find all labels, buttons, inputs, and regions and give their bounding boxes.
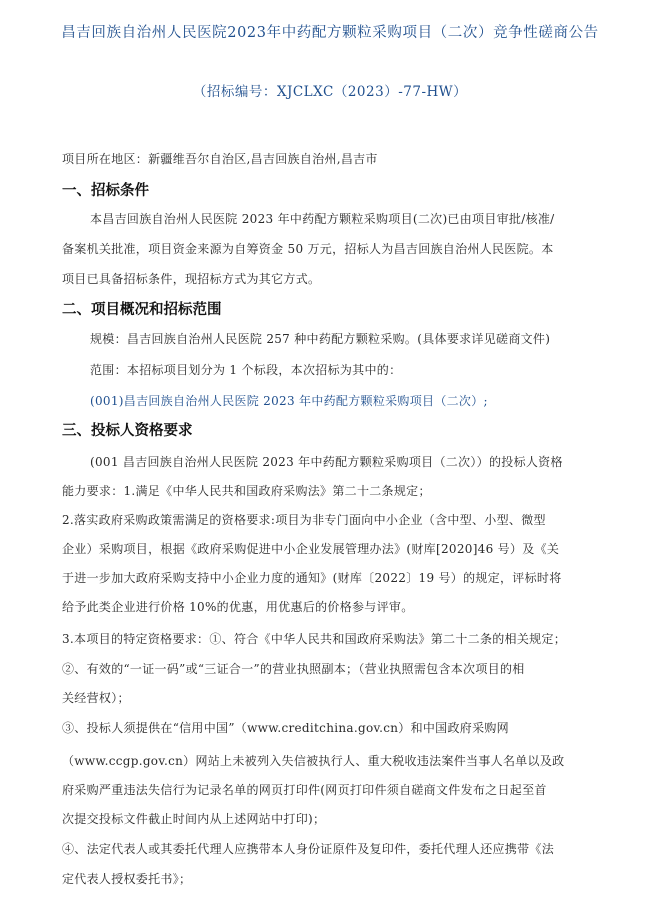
paragraph-line: ④、法定代表人或其委托代理人应携带本人身份证原件及复印件，委托代理人还应携带《法 xyxy=(62,842,555,856)
paragraph-line: 项目已具备招标条件，现招标方式为其它方式。 xyxy=(62,272,321,286)
project-lot: (001)昌吉回族自治州人民医院 2023 年中药配方颗粒采购项目（二次）; xyxy=(90,394,488,408)
paragraph-line: (001 昌吉回族自治州人民医院 2023 年中药配方颗粒采购项目（二次））的投标人资格 xyxy=(90,455,563,469)
tender-number: （招标编号：XJCLXC（2023）-77-HW） xyxy=(192,84,468,100)
project-scope: 范围：本招标项目划分为 1 个标段，本次招标为其中的： xyxy=(90,363,402,377)
paragraph-line: 2.落实政府采购政策需满足的资格要求:项目为非专门面向中小企业（含中型、小型、微型 xyxy=(62,513,546,527)
paragraph-line: 能力要求：1.满足《中华人民共和国政府采购法》第二十二条规定； xyxy=(62,484,431,498)
paragraph-line: 本昌吉回族自治州人民医院 2023 年中药配方颗粒采购项目(二次)已由项目审批/核准/ xyxy=(90,212,555,226)
project-location: 项目所在地区：新疆维吾尔自治区,昌吉回族自治州,昌吉市 xyxy=(62,152,378,166)
paragraph-line: 于进一步加大政府采购支持中小企业力度的通知》(财库〔2022〕19 号）的规定，评标时将 xyxy=(62,571,562,585)
paragraph-line: 关经营权）； xyxy=(62,691,130,705)
document-title: 昌吉回族自治州人民医院2023年中药配方颗粒采购项目（二次）竞争性磋商公告 xyxy=(61,25,599,41)
paragraph-line: 备案机关批准，项目资金来源为自筹资金 50 万元，招标人为昌吉回族自治州人民医院。本 xyxy=(62,242,554,256)
paragraph-line: ②、有效的“一证一码”或“三证合一”的营业执照副本；（营业执照需包含本次项目的相 xyxy=(62,662,525,676)
paragraph-line: 府采购严重违法失信行为记录名单的网页打印件(网页打印件须自磋商文件发布之日起至首 xyxy=(62,783,547,797)
paragraph-line: 企业）采购项目，根据《政府采购促进中小企业发展管理办法》(财库[2020]46 号）及《关 xyxy=(62,542,560,556)
paragraph-line: 给予此类企业进行价格 10%的优惠，用优惠后的价格参与评审。 xyxy=(62,600,414,614)
paragraph-line: （www.ccgp.gov.cn）网站上未被列入失信被执行人、重大税收违法案件当事人名单以及政 xyxy=(62,754,565,768)
project-scale: 规模：昌吉回族自治州人民医院 257 种中药配方颗粒采购。(具体要求详见磋商文件) xyxy=(90,332,551,346)
section-heading-project-overview: 二、项目概况和招标范围 xyxy=(62,302,222,318)
paragraph-line: ③、投标人须提供在“信用中国”（www.creditchina.gov.cn）和中国政府采购网 xyxy=(62,721,509,735)
section-heading-bid-conditions: 一、招标条件 xyxy=(62,183,149,199)
paragraph-line: 次提交投标文件截止时间内从上述网站中打印)； xyxy=(62,812,326,826)
paragraph-line: 3.本项目的特定资格要求：①、符合《中华人民共和国政府采购法》第二十二条的相关规定； xyxy=(62,632,567,646)
section-heading-qualifications: 三、投标人资格要求 xyxy=(62,423,193,439)
paragraph-line: 定代表人授权委托书》； xyxy=(62,872,192,886)
